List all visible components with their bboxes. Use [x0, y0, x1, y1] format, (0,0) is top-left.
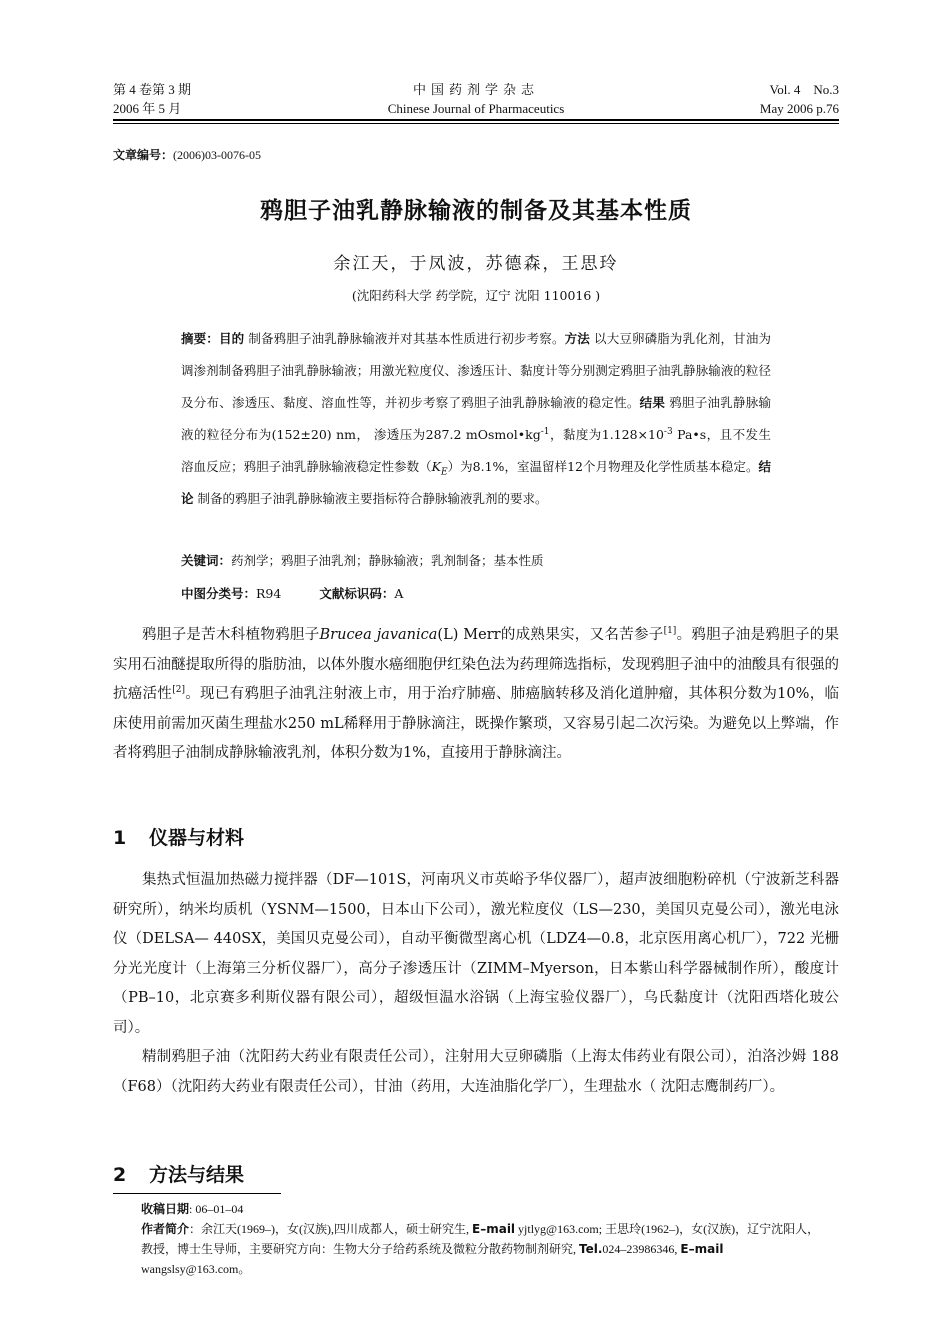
email-label-1: E–mail — [472, 1222, 516, 1236]
intro-text-b: (L) Merr的成熟果实，又名苦参子 — [437, 627, 664, 643]
affiliation: (沈阳药科大学 药学院，辽宁 沈阳 110016 ) — [351, 288, 601, 303]
section-1-number: 1 — [113, 827, 127, 849]
conclusion-label: 结论 — [181, 459, 771, 506]
article-number — [113, 146, 261, 163]
header-journal-cn: 中国药剂学杂志 — [412, 82, 539, 97]
clc-value: R94 — [256, 586, 282, 601]
intro-text-d: 。现已有鸦胆子油乳注射液上市，用于治疗肺癌、肺癌脑转移及消化道肿瘤，其体积分数为10%，临床使用前需加灭菌生理盐水250 mL稀释用于静脉滴注，既操作繁琐，又容易引起二次污染。为避免以上弊端，作者将鸦胆子油制成静脉输液乳剂，体积分数为1%，直接用于静脉滴注。 — [113, 686, 840, 761]
section-1-heading — [113, 823, 244, 850]
tel-value: 024–23986346, — [602, 1242, 681, 1256]
introduction — [113, 621, 839, 769]
section-2-heading — [113, 1160, 244, 1187]
received-date — [141, 1199, 831, 1219]
keywords-value: 药剂学；鸦胆子油乳剂；静脉输液；乳剂制备；基本性质 — [231, 553, 544, 568]
header-journal-en: Chinese Journal of Pharmaceutics — [387, 101, 565, 116]
section-1-body — [113, 866, 839, 1102]
abstract-label: 摘要： — [181, 331, 219, 346]
ke-subscript: E — [440, 467, 448, 478]
footnote-rule — [113, 1193, 281, 1194]
tel-label: Tel. — [579, 1242, 603, 1256]
result-sup-2: -3 — [663, 426, 673, 437]
header-rule-thin — [113, 123, 839, 124]
doc-code-label: 文献标识码： — [319, 586, 395, 601]
clc-label: 中图分类号： — [181, 586, 257, 601]
email-2: wangslsy@163.com。 — [141, 1262, 251, 1276]
instruments-paragraph: 集热式恒温加热磁力搅拌器（DF—101S，河南巩义市英峪予华仪器厂），超声波细胞粉碎机（宁波新芝科器研究所），纳米均质机（YSNM—1500，日本山下公司），激光粒度仪（LS—230，美国贝克曼公司），激光电泳仪（DELSA— 440SX，美国贝克曼公司），自动平衡微型离心机（LDZ4—0.8，北京医用离心机厂），722 光栅分光光度计（上海第三分析仪器厂），高分子渗透压计（ZIMM–Myerson，日本紫山科学器械制作所），酸度计（PB–10，北京赛多利斯仪器有限公司），超级恒温水浴锅（上海宝验仪器厂），乌氏黏度计（沈阳西塔化玻公司）。 — [113, 872, 839, 1036]
article-number-label: 文章编号： — [113, 148, 174, 162]
result-sup-1: -1 — [540, 426, 550, 437]
header-volume-issue: 第 4 卷第 3 期 — [113, 82, 192, 97]
latin-name: Brucea javanica — [319, 627, 438, 643]
author-list: 余江天，于凤波，苏德森，王思玲 — [333, 254, 619, 274]
materials-paragraph: 精制鸦胆子油（沈阳药大药业有限责任公司），注射用大豆卵磷脂（上海太伟药业有限公司），泊洛沙姆 188（F68）（沈阳药大药业有限责任公司），甘油（药用，大连油脂化学厂），生理盐水（ 沈阳志鹰制药厂）。 — [113, 1049, 839, 1095]
header-center — [113, 80, 839, 118]
bio-text-a: ：余江天(1969–)，女(汉族),四川成都人，硕士研究生, — [189, 1222, 473, 1236]
result-text-4: ）为8.1%，室温留样12个月物理及化学性质基本稳定。 — [447, 459, 759, 474]
header-rule-thick — [113, 119, 839, 121]
result-text-1: 鸦胆子油乳静脉输液的粒径分布为(152±20) nm， 渗透压为287.2 mOsmol•kg — [181, 395, 771, 442]
received-value: : 06–01–04 — [189, 1202, 244, 1216]
abstract-paragraph — [181, 323, 771, 515]
section-2-title: 方法与结果 — [149, 1164, 245, 1186]
header-right — [760, 80, 839, 118]
intro-text-a: 鸦胆子是苦木科植物鸦胆子 — [142, 627, 320, 643]
intro-paragraph — [113, 621, 839, 769]
bio-text-b: yjtlyg@163.com; 王思玲(1962–)，女(汉族)，辽宁沈阳人，教授，博士生导师，主要研究方向：生物大分子给药系统及微粒分散药物制剂研究, — [141, 1222, 820, 1256]
objective-text: 制备鸦胆子油乳静脉输液并对其基本性质进行初步考察。 — [244, 331, 565, 346]
citation-2: [2] — [172, 685, 185, 696]
objective-label: 目的 — [218, 331, 245, 346]
abstract — [181, 323, 771, 515]
bio-label: 作者简介 — [141, 1222, 190, 1236]
running-header — [113, 80, 839, 120]
article-number-value: (2006)03-0076-05 — [173, 148, 261, 162]
method-label: 方法 — [564, 331, 590, 346]
classification — [181, 584, 771, 602]
conclusion-text: 制备的鸦胆子油乳静脉输液主要指标符合静脉输液乳剂的要求。 — [193, 491, 548, 506]
result-label: 结果 — [639, 395, 666, 410]
doc-code-value: A — [394, 586, 404, 601]
header-date-page: May 2006 p.76 — [759, 101, 839, 116]
paper-title: 鸦胆子油乳静脉输液的制备及其基本性质 — [260, 198, 692, 224]
header-date-cn: 2006 年 5 月 — [113, 101, 182, 116]
method-text: 以大豆卵磷脂为乳化剂，甘油为调渗剂制备鸦胆子油乳静脉输液；用激光粒度仪、渗透压计、黏度计等分别测定鸦胆子油乳静脉输液的粒径及分布、渗透压、黏度、溶血性等，并初步考察了鸦胆子油乳静脉输液的稳定性。 — [181, 331, 771, 410]
received-label: 收稿日期 — [141, 1202, 190, 1216]
footnote — [141, 1199, 831, 1279]
intro-text-c: 。鸦胆子油是鸦胆子的果实用石油醚提取所得的脂肪油，以体外腹水癌细胞伊红染色法为药理筛选指标，发现鸦胆子油中的油酸具有很强的抗癌活性 — [113, 627, 840, 702]
citation-1: [1] — [663, 626, 677, 637]
section-2-number: 2 — [113, 1164, 127, 1186]
header-vol-no: Vol. 4 No.3 — [769, 82, 839, 97]
keywords — [181, 551, 771, 569]
ke-symbol: K — [431, 459, 441, 474]
email-label-2: E–mail — [680, 1242, 724, 1256]
result-text-3: Pa•s，且不发生溶血反应；鸦胆子油乳静脉输液稳定性参数（ — [181, 427, 771, 474]
result-text-2: ，黏度为1.128×10 — [549, 427, 664, 442]
keywords-label: 关键词： — [181, 553, 232, 568]
section-1-title: 仪器与材料 — [149, 827, 245, 849]
author-bio — [141, 1219, 831, 1279]
